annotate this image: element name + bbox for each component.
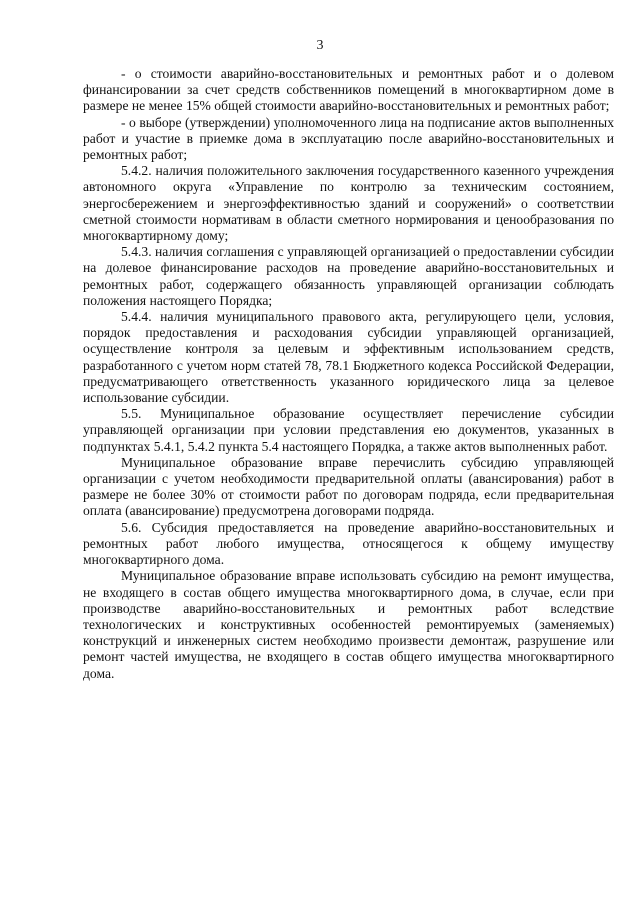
paragraph-authorized-person: - о выборе (утверждении) уполномоченного лица на подписание актов выполненных работ и участие в приемке дома в эксплуатацию после аварийно-восстановительных и ремонтных работ; [83, 114, 614, 163]
paragraph-non-common-property: Муниципальное образование вправе использовать субсидию на ремонт имущества, не входящего в состав общего имущества многоквартирного дома, в случае, если при производстве аварийно-восстановительных и ремонтных работ вследствие технологических и конструктивных особенностей ремонтируемых (заменяемых) конструкций и инженерных систем необходимо произвести демонтаж, разрушение или ремонт частей имущества, не входящего в состав общего имущества многоквартирного дома. [83, 568, 614, 681]
paragraph-5-6: 5.6. Субсидия предоставляется на проведение аварийно-восстановительных и ремонтных работ любого имущества, относящегося к общему имуществу многоквартирного дома. [83, 519, 614, 568]
paragraph-5-4-3: 5.4.3. наличия соглашения с управляющей организацией о предоставлении субсидии на долевое финансирование расходов на проведение аварийно-восстановительных и ремонтных работ, содержащего обязанность управляющей организации соблюдать положения настоящего Порядка; [83, 244, 614, 308]
paragraph-5-5: 5.5. Муниципальное образование осуществляет перечисление субсидии управляющей организации при условии представления ею документов, указанных в подпунктах 5.4.1, 5.4.2 пункта 5.4 настоящего Порядка, а также актов выполненных работ. [83, 406, 614, 454]
paragraph-5-4-2: 5.4.2. наличия положительного заключения государственного казенного учреждения автономного округа «Управление по контролю за техническим состоянием, энергосбережением и энергоэффективностью зданий и сооружений» о соответствии сметной стоимости нормативам в области сметного нормирования и ценообразования по многоквартирному дому; [83, 163, 614, 244]
paragraph-5-4-4: 5.4.4. наличия муниципального правового акта, регулирующего цели, условия, порядок предоставления и расходования субсидии управляющей организацией, осуществление контроля за целевым и эффективным использованием средств, разработанного с учетом норм статей 78, 78.1 Бюджетного кодекса Российской Федерации, предусматривающего ответственность указанного юридического лица за целевое использование субсидии. [83, 309, 614, 406]
paragraph-advance-payment: Муниципальное образование вправе перечислить субсидию управляющей организации с учетом необходимости предварительной оплаты (авансирования) работ в размере не более 30% от стоимости работ по договорам подряда, если предварительная оплата (авансирование) предусмотрена договорами подряда. [83, 454, 614, 519]
page-number: 3 [316, 38, 324, 53]
paragraph-cost-decision: - о стоимости аварийно-восстановительных и ремонтных работ и о долевом финансировании за счет средств собственников помещений в многоквартирном доме в размере не менее 15% общей стоимости аварийно-восстановительных и ремонтных работ; [83, 66, 614, 114]
document-body [83, 66, 614, 682]
